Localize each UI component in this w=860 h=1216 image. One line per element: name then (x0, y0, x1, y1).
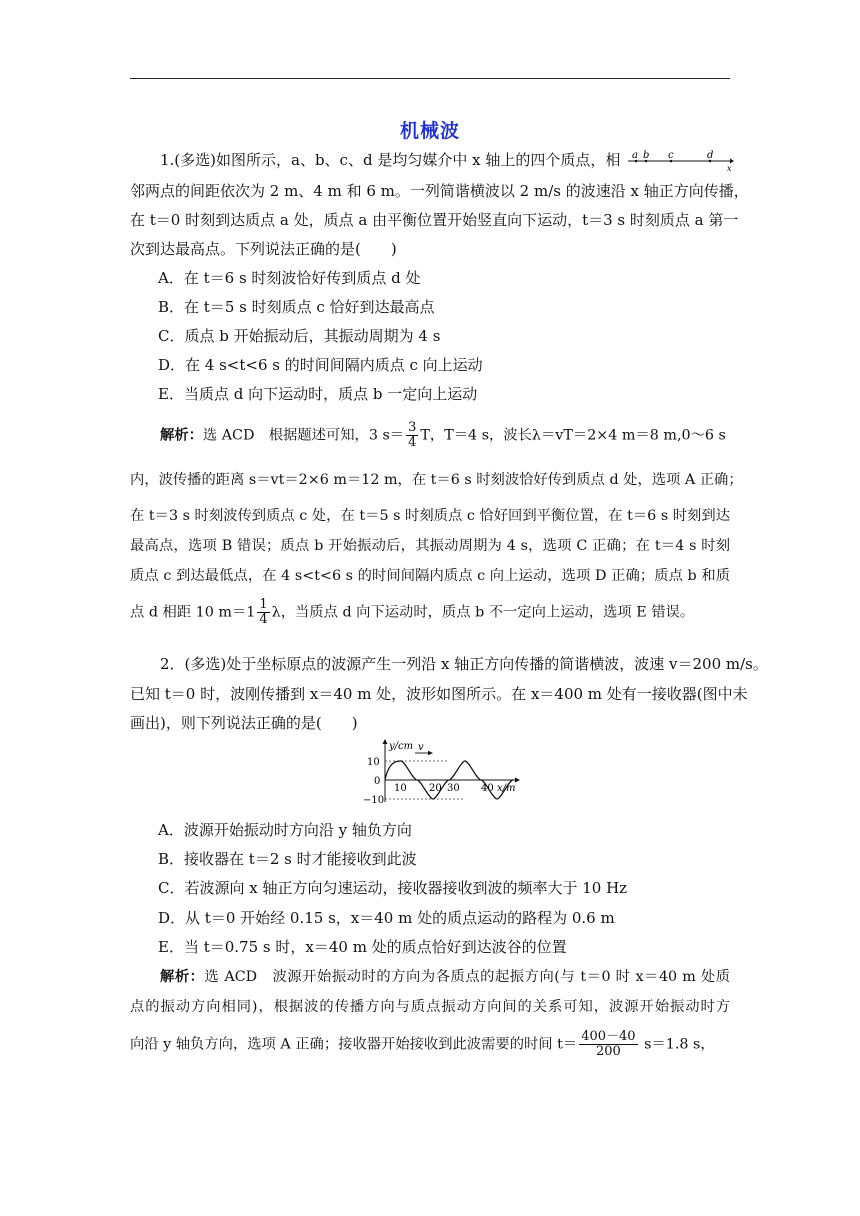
q1-solution-line-4: 最高点，选项 B 错误；质点 b 开始振动后，其振动周期为 4 s，选项 C 正确；在 t＝4 s 时刻 (130, 538, 730, 554)
x-tick-30: 30 (447, 783, 460, 794)
q2-option-d: D．从 t＝0 开始经 0.15 s，x＝40 m 处的质点运动的路程为 0.6 m (158, 909, 615, 927)
fraction-one-quarter: $\frac{1}{4}$ (259, 597, 268, 627)
q2-line-1: 2．(多选)处于坐标原点的波源产生一列沿 x 轴正方向传播的简谐横波，波速 v＝200 m/s。 (160, 655, 768, 673)
q2-solution-line-1: 解析：选 ACD 波源开始振动时的方向为各质点的起振方向(与 t＝0 时 x＝40 m 处质 (160, 969, 730, 985)
q1-solution-line-1: 解析：选 ACD 根据题述可知，3 s＝ $\frac{3}{4}$ T，T＝4 s，波长λ＝vT＝2×4 m＝8 m,0～6 s (160, 420, 726, 450)
x-tick-10: 10 (394, 783, 407, 794)
q1-option-e: E．当质点 d 向下运动时，质点 b 一定向上运动 (158, 385, 478, 403)
q1-solution-line-6: 点 d 相距 10 m＝1 $\frac{1}{4}$ λ，当质点 d 向下运动时，质点 b 不一定向上运动，选项 E 错误。 (130, 597, 695, 627)
x-axis-label: x (727, 164, 732, 172)
q2-solution-line-3: 向沿 y 轴负方向，选项 A 正确；接收器开始接收到此波需要的时间 t＝ $\frac{400-40}{200}$ s＝1.8 s， (130, 1029, 715, 1059)
x-tick-40: 40 (481, 783, 494, 794)
q1-option-b: B．在 t＝5 s 时刻质点 c 恰好到达最高点 (158, 298, 435, 316)
q1-line-4: 次到达最高点。下列说法正确的是( ) (130, 240, 397, 258)
q2-option-a: A．波源开始振动时方向沿 y 轴负方向 (158, 821, 412, 839)
y-axis-label: y/cm (389, 741, 414, 752)
point-b-label: b (643, 150, 650, 161)
q1-axis-figure (626, 148, 734, 172)
header-rule (130, 78, 730, 79)
point-c-label: c (668, 150, 674, 161)
q1-solution-line-5: 质点 c 到达最低点，在 4 s<t<6 s 的时间间隔内质点 c 向上运动，选项 D 正确；质点 b 和质 (130, 568, 730, 584)
fraction-three-quarters: $\frac{3}{4}$ (408, 420, 417, 450)
q1-line-1: 1.(多选)如图所示，a、b、c、d 是均匀媒介中 x 轴上的四个质点，相 (160, 151, 621, 169)
q1-option-a: A．在 t＝6 s 时刻波恰好传到质点 d 处 (158, 269, 421, 287)
q2-waveform-figure (355, 738, 530, 808)
y-tick-neg10: −10 (363, 795, 385, 806)
y-tick-0: 0 (374, 776, 381, 787)
x-tick-20: 20 (429, 783, 442, 794)
q2-line-3: 画出)，则下列说法正确的是( ) (130, 714, 358, 732)
q2-solution-line-2: 点的振动方向相同)，根据波的传播方向与质点振动方向间的关系可知，波源开始振动时方 (130, 999, 730, 1015)
q2-solution-label: 解析： (160, 969, 205, 985)
point-a-label: a (632, 150, 638, 161)
q1-line-2: 邻两点的间距依次为 2 m、4 m 和 6 m。一列简谐横波以 2 m/s 的波速沿 x 轴正方向传播， (130, 182, 749, 200)
y-tick-10: 10 (367, 757, 380, 768)
q2-option-b: B．接收器在 t＝2 s 时才能接收到此波 (158, 850, 417, 868)
q1-option-d: D．在 4 s<t<6 s 的时间间隔内质点 c 向上运动 (158, 356, 483, 374)
q1-line-3: 在 t＝0 时刻到达质点 a 处，质点 a 由平衡位置开始竖直向下运动，t＝3 s 时刻质点 a 第一 (130, 211, 739, 229)
q1-solution-label: 解析： (160, 427, 203, 444)
q1-option-c: C．质点 b 开始振动后，其振动周期为 4 s (158, 327, 441, 345)
q1-solution-line-2: 内，波传播的距离 s＝vt＝2×6 m＝12 m，在 t＝6 s 时刻波恰好传到质点 d 处，选项 A 正确； (130, 472, 743, 488)
q2-line-2: 已知 t＝0 时，波刚传播到 x＝40 m 处，波形如图所示。在 x＝400 m 处有一接收器(图中未 (130, 685, 748, 703)
q2-option-e: E．当 t＝0.75 s 时，x＝40 m 处的质点恰好到达波谷的位置 (158, 938, 567, 956)
point-d-label: d (707, 150, 714, 161)
q1-solution-line-3: 在 t＝3 s 时刻波传到质点 c 处，在 t＝5 s 时刻质点 c 恰好回到平衡位置，在 t＝6 s 时刻到达 (130, 508, 730, 524)
fraction-time: $\frac{400-40}{200}$ (581, 1029, 636, 1059)
x-axis-label: x/m (497, 783, 516, 794)
q2-option-c: C．若波源向 x 轴正方向匀速运动，接收器接收到波的频率大于 10 Hz (158, 879, 628, 897)
velocity-label: v (418, 742, 424, 753)
page-title: 机械波 (399, 120, 460, 142)
